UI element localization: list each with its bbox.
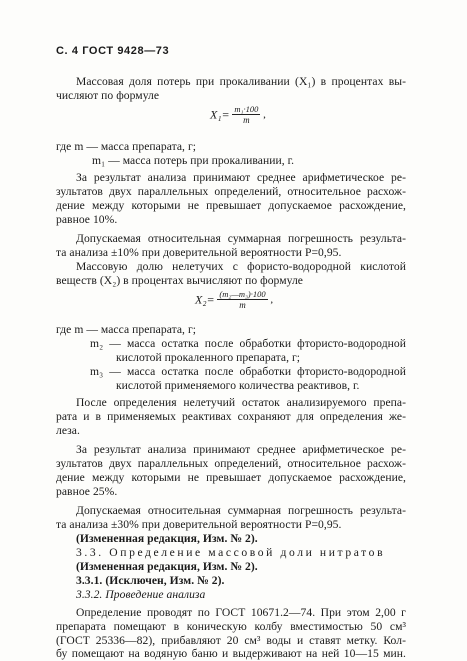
paragraph-line: Допускаемая относительная суммарная погрешность результа- bbox=[76, 504, 406, 517]
definition-line: где m — масса препарата, г; bbox=[56, 323, 197, 336]
paragraph-line: (ГОСТ 25336—82), прибавляют 20 см³ воды и ставят метку. Кол- bbox=[56, 634, 406, 647]
paragraph-line: равное 10%. bbox=[56, 213, 118, 226]
definition-line: где m — масса препарата, г; bbox=[56, 140, 197, 153]
definition-line: кислотой применяемого количества реактивов, г. bbox=[116, 379, 360, 392]
paragraph-line: зультатов двух параллельных определений, относительное расхож- bbox=[56, 185, 406, 198]
formula-denominator: m bbox=[239, 300, 246, 310]
paragraph-line: веществ (X₂) в процентах вычисляют по формуле bbox=[56, 274, 303, 287]
paragraph-line: зультатов двух параллельных определений, относительное расхож- bbox=[56, 457, 406, 470]
paragraph-line: бу помещают на водяную баню и выдерживают на ней 10—15 мин. bbox=[56, 647, 406, 660]
formula-lhs: X₁= bbox=[210, 107, 230, 122]
section-heading: 3.3. Определение массовой доли нитратов bbox=[76, 546, 386, 559]
formula-tail: , bbox=[270, 293, 274, 306]
paragraph-line: Допускаемая относительная суммарная погрешность результа- bbox=[76, 232, 406, 245]
formula-numerator: m₁·100 bbox=[234, 104, 259, 114]
amendment-note: (Измененная редакция, Изм. № 2). bbox=[76, 532, 258, 545]
page-header: С. 4 ГОСТ 9428—73 bbox=[56, 45, 170, 57]
formula-x2 bbox=[195, 289, 273, 311]
formula-fraction bbox=[217, 289, 267, 311]
paragraph-line: та анализа ±10% при доверительной вероятности P=0,95. bbox=[56, 246, 342, 259]
subsection-heading: 3.3.2. Проведение анализа bbox=[76, 588, 206, 601]
definition-line: m₂ — масса остатка после обработки фтористо-водородной bbox=[90, 337, 406, 350]
formula-tail: , bbox=[263, 108, 266, 121]
formula-denominator: m bbox=[243, 115, 250, 125]
paragraph-line: препарата помещают в коническую колбу вместимостью 50 см³ bbox=[56, 620, 406, 633]
paragraph-line: За результат анализа принимают среднее арифметическое ре- bbox=[76, 443, 406, 456]
paragraph-line: За результат анализа принимают среднее арифметическое ре- bbox=[76, 171, 406, 184]
paragraph-line: Массовую долю нелетучих с фористо-водородной кислотой bbox=[76, 260, 406, 273]
definition-line: m₃ — масса остатка после обработки фтористо-водородной bbox=[90, 365, 406, 378]
paragraph-line: дение между которыми не превышает допускаемое расхождение, bbox=[56, 471, 406, 484]
paragraph-line: леза. bbox=[56, 424, 80, 437]
formula-lhs: X₂= bbox=[195, 292, 215, 307]
paragraph-line: числяют по формуле bbox=[56, 89, 160, 102]
paragraph-line: Определение проводят по ГОСТ 10671.2—74. При этом 2,00 г bbox=[76, 606, 406, 619]
amendment-note: (Измененная редакция, Изм. № 2). bbox=[76, 560, 258, 573]
paragraph-line: та анализа ±30% при доверительной вероятности P=0,95. bbox=[56, 518, 342, 531]
paragraph-line: рата и в применяемых реактивах сохраняют для определения же- bbox=[56, 410, 406, 423]
definition-line: m₁ — масса потерь при прокаливании, г. bbox=[92, 154, 295, 167]
subsection-excluded: 3.3.1. (Исключен, Изм. № 2). bbox=[76, 574, 225, 587]
paragraph-line: равное 25%. bbox=[56, 485, 118, 498]
paragraph-line: дение между которыми не превышает допускаемое расхождение, bbox=[56, 199, 406, 212]
paragraph-line: Массовая доля потерь при прокаливании (X₁) в процентах вы- bbox=[76, 75, 406, 88]
formula-x1 bbox=[210, 104, 266, 126]
formula-numerator: (m₂—m₃)·100 bbox=[219, 289, 266, 299]
definition-line: кислотой прокаленного препарата, г; bbox=[116, 351, 301, 364]
paragraph-line: После определения нелетучий остаток анализируемого препа- bbox=[76, 396, 406, 409]
formula-fraction bbox=[232, 104, 260, 126]
